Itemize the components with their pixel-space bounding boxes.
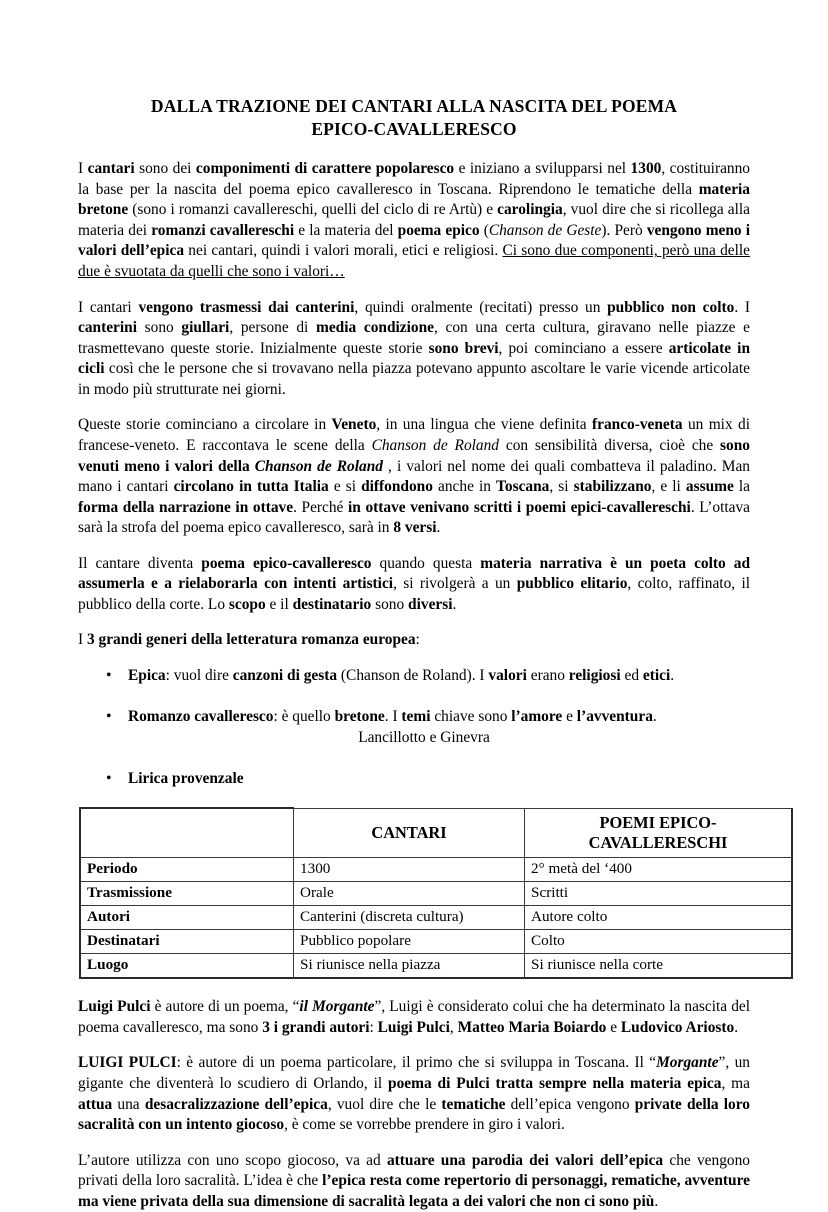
bold-run: stabilizzano	[573, 478, 652, 496]
text-run: erano	[526, 667, 569, 684]
table-cell-label: Autori	[80, 906, 294, 930]
table-row	[80, 930, 792, 954]
text-run: ). Però	[601, 221, 647, 239]
text-run: così che le persone che si trovavano nella piazza potevano appunto ascoltare le varie vicende articolate in modo più strutturate nei giorni.	[78, 360, 750, 398]
text-run: sono dei	[134, 160, 196, 178]
table-cell-label: Periodo	[80, 858, 294, 882]
text-run: , si	[549, 478, 574, 496]
text-run: , si rivolgerà a un	[393, 575, 517, 593]
bold-run: componimenti di carattere popolaresco	[195, 160, 455, 178]
text-run: .	[452, 595, 457, 613]
bold-run: diffondono	[361, 478, 433, 496]
table-cell-cantari: 1300	[294, 858, 525, 882]
list-item-romanzo-cavalleresco	[78, 707, 750, 749]
bold-run: sono venuti meno i valori della	[78, 436, 750, 475]
bold-run: media condizione	[316, 319, 434, 337]
text-run: e il	[265, 595, 293, 613]
table-header-poemi-line-2: CAVALLERESCHI	[588, 833, 728, 852]
text-run: e	[606, 1018, 621, 1036]
bold-run: materia narrativa è un poeta colto ad assumerla e a rielaborarla con intenti artistici	[78, 554, 751, 593]
text-run: . Perché	[293, 498, 349, 516]
text-run: la	[733, 478, 750, 496]
text-run: e	[562, 707, 577, 725]
text-run: nei cantari, quindi i valori morali, etici e religiosi.	[184, 242, 503, 260]
underline-run: Ci sono due componenti, però una delle due è svuotata da quelli che sono i valori…	[78, 242, 750, 280]
bold-run: Veneto	[331, 416, 377, 434]
page-title	[78, 95, 750, 141]
text-run: , vuol dire che si ricollega alla materia dei	[78, 201, 750, 239]
text-run: , poi cominciano a essere	[498, 339, 669, 357]
bold-run: attuare una parodia dei valori dell’epica	[386, 1151, 664, 1169]
text-run: (Chanson de Roland). I	[337, 667, 489, 684]
paragraph-luigi-pulci-detail	[78, 1053, 750, 1135]
text-run: è autore di un poema, “	[150, 998, 300, 1016]
bold-run: poema epico	[397, 221, 480, 239]
list-item-epica	[78, 666, 750, 687]
table-cell-cantari: Orale	[294, 882, 525, 906]
table-cell-label: Trasmissione	[80, 882, 294, 906]
bold-run: Luigi Pulci	[78, 998, 151, 1016]
table-header-cantari: CANTARI	[294, 808, 525, 858]
bold-run: canzoni di gesta	[232, 667, 338, 684]
text-run: anche in	[432, 478, 497, 496]
text-run: .	[734, 1018, 739, 1036]
paragraph-parodia-valori	[78, 1151, 750, 1212]
text-run: , vuol dire che le	[327, 1095, 442, 1113]
bold-run: poema epico-cavalleresco	[201, 554, 372, 572]
bold-run: valori	[488, 667, 527, 684]
bold-run: Ludovico Ariosto	[620, 1018, 735, 1036]
text-run: L’autore utilizza con uno scopo giocoso, va ad	[78, 1151, 387, 1169]
bold-run: materia bretone	[78, 180, 750, 219]
bold-run: l’amore	[511, 707, 563, 725]
table-cell-cantari: Si riunisce nella piazza	[294, 954, 525, 979]
bold-run: vengono meno i valori dell’epica	[78, 221, 751, 260]
text-run: , quindi oralmente (recitati) presso un	[354, 298, 608, 316]
text-run: : è autore di un poema particolare, il primo che si sviluppa in Toscana. Il “	[176, 1054, 657, 1072]
table-header-row	[80, 808, 792, 858]
bold-run: scopo	[228, 595, 266, 613]
table-row	[80, 906, 792, 930]
bold-run: carolingia	[497, 201, 563, 219]
bold-run: circolano in tutta Italia	[173, 478, 329, 496]
table-cell-cantari: Canterini (discreta cultura)	[294, 906, 525, 930]
bold-run: 3 grandi generi della letteratura romanza europea	[86, 631, 416, 649]
bold-run: franco-veneta	[591, 416, 683, 434]
table-cell-label: Destinatari	[80, 930, 294, 954]
text-run: I cantari	[78, 298, 139, 316]
bold-run: pubblico elitario	[516, 575, 628, 593]
text-run: un mix di francese-veneto. E raccontava le scene della	[78, 416, 750, 454]
text-run: .	[654, 1192, 659, 1210]
bold-run: articolate in cicli	[78, 339, 751, 378]
paragraph-cantari-definition	[78, 159, 750, 282]
bold-run: desacralizzazione dell’epica	[144, 1095, 328, 1113]
bold-run: 3 i grandi autori	[262, 1018, 370, 1036]
bold-run: pubblico non colto	[607, 298, 735, 316]
bold-run: assume	[685, 478, 734, 496]
page-title-line-2: EPICO-CAVALLERESCO	[311, 119, 517, 140]
text-run: :	[369, 1018, 378, 1036]
table-header-poemi	[525, 808, 793, 858]
text-run: . L’ottava sarà la strofa del poema epico cavalleresco, sarà in	[78, 498, 751, 537]
text-run: quando questa	[371, 554, 481, 572]
text-run: . I	[384, 707, 402, 725]
text-run: . I	[734, 298, 751, 316]
table-cell-poemi: Si riunisce nella corte	[525, 954, 793, 979]
table-row	[80, 882, 792, 906]
bold-run: Lirica provenzale	[128, 769, 244, 787]
text-run: .	[652, 707, 657, 725]
bold-run: 8 versi	[393, 519, 437, 537]
table-cell-poemi: Scritti	[525, 882, 793, 906]
text-run: e iniziano a svilupparsi nel	[454, 160, 631, 178]
table-cell-cantari: Pubblico popolare	[294, 930, 525, 954]
text-run: I	[78, 631, 87, 649]
text-run: e la materia del	[294, 221, 398, 239]
list-item-lirica-provenzale	[78, 769, 750, 790]
text-run: chiave sono	[430, 707, 512, 725]
paragraph-luigi-pulci-intro	[78, 997, 750, 1038]
italic-run: Chanson de Roland	[371, 436, 500, 454]
bold-run: sono brevi	[428, 339, 499, 357]
bold-run: private della loro sacralità con un intento giocoso	[78, 1095, 750, 1134]
text-run: (sono i romanzi cavallereschi, quelli del ciclo di re Artù) e	[128, 201, 498, 219]
text-run: , ma	[721, 1074, 750, 1092]
text-run: : è quello	[273, 707, 335, 725]
genres-list	[78, 666, 750, 789]
paragraph-three-genres-intro	[78, 630, 750, 651]
text-run: , colto, raffinato, il pubblico della corte. Lo	[78, 575, 751, 613]
text-run: , in una lingua che viene definita	[376, 416, 592, 434]
bold-run: in ottave venivano scritti i poemi epici-cavallereschi	[348, 498, 691, 516]
text-run: , e li	[651, 478, 686, 496]
bold-run: giullari	[181, 319, 230, 337]
bold-italic-run: il Morgante	[299, 998, 375, 1016]
text-run: ”, un gigante che diventerà lo scudiero di Orlando, il	[78, 1054, 750, 1092]
table-cell-poemi: Autore colto	[525, 906, 793, 930]
text-run: , i valori nel nome dei quali combatteva il paladino. Man mano i cantari	[78, 457, 750, 496]
table-cell-label: Luogo	[80, 954, 294, 979]
bold-run: romanzi cavallereschi	[151, 221, 295, 239]
bold-run: l’avventura	[576, 707, 653, 725]
text-run: ,	[449, 1018, 458, 1036]
table-header-poemi-line-1: POEMI EPICO-	[599, 813, 717, 833]
paragraph-canterini-transmission	[78, 298, 750, 401]
bold-run: vengono trasmessi dai canterini	[138, 298, 355, 316]
bold-run: Epica	[128, 667, 166, 684]
text-run: I	[78, 160, 88, 178]
table-header-corner	[80, 808, 294, 858]
text-run: , è come se vorrebbe prendere in giro i valori.	[284, 1116, 565, 1134]
bold-run: destinatario	[292, 595, 372, 613]
bold-run: etici	[642, 667, 671, 684]
text-run: una	[112, 1095, 145, 1113]
text-run: , persone di	[229, 319, 317, 337]
text-run: .	[436, 519, 441, 537]
text-run: Il cantare diventa	[78, 554, 202, 572]
bold-run: tematiche	[441, 1095, 506, 1113]
bold-run: canterini	[78, 319, 137, 337]
bold-italic-run: Chanson de Roland	[254, 457, 383, 475]
text-run: che vengono privati della loro sacralità. L’idea è che	[78, 1151, 750, 1190]
text-run: ”, Luigi è considerato colui che ha determinato la nascita del poema cavalleresco, ma sono	[78, 998, 751, 1036]
bold-run: attua	[78, 1095, 113, 1113]
bold-italic-run: Morgante	[656, 1054, 719, 1072]
text-run: ed	[620, 667, 643, 684]
text-run: dell’epica vengono	[505, 1095, 635, 1113]
table-row	[80, 954, 792, 979]
text-run: e si	[328, 478, 362, 496]
text-run: , costituiranno la base per la nascita del poema epico cavalleresco in Toscana. Riprendono le tematiche della	[78, 160, 751, 198]
page-title-line-1: DALLA TRAZIONE DEI CANTARI ALLA NASCITA DEL POEMA	[150, 96, 678, 116]
bold-run: Luigi Pulci	[377, 1018, 450, 1036]
text-run: : vuol dire	[165, 667, 233, 684]
bold-run: diversi	[408, 595, 453, 613]
sub-line-lancillotto: Lancillotto e Ginevra	[358, 729, 490, 747]
bold-run: Matteo Maria Boiardo	[457, 1018, 607, 1036]
paragraph-poema-epico-cavalleresco	[78, 554, 750, 616]
bold-run: Toscana	[496, 478, 550, 496]
table-row	[80, 858, 792, 882]
text-run: con sensibilità diversa, cioè che	[499, 436, 721, 454]
text-run: (	[479, 221, 489, 239]
table-cell-poemi: 2° metà del ‘400	[525, 858, 793, 882]
table-cell-poemi: Colto	[525, 930, 793, 954]
bold-run: forma della narrazione in ottave	[78, 498, 294, 516]
comparison-table	[79, 807, 793, 979]
text-run: sono	[137, 319, 182, 337]
text-run: sono	[371, 595, 409, 613]
bold-run: cantari	[87, 160, 135, 178]
bold-run: 1300	[630, 160, 662, 178]
text-run: :	[415, 631, 420, 649]
text-run: , con una certa cultura, giravano nelle piazze e trasmettevano queste storie. Inizialmente queste storie	[78, 319, 750, 357]
text-run: Queste storie cominciano a circolare in	[78, 416, 332, 434]
bold-run: poema di Pulci tratta sempre nella materia epica	[388, 1074, 722, 1092]
bold-run: temi	[401, 707, 431, 725]
bold-run: bretone	[334, 707, 385, 725]
italic-run: Chanson de Geste	[488, 221, 602, 239]
bold-run: LUIGI PULCI	[78, 1054, 177, 1072]
bold-run: religiosi	[568, 667, 621, 684]
bold-run: Romanzo cavalleresco	[128, 707, 274, 725]
bold-run: l’epica resta come repertorio di personaggi, rematiche, avventure ma viene privata della sua dimensione di sacralità legata a dei valori che non ci sono più	[78, 1172, 750, 1210]
text-run: .	[670, 667, 675, 684]
paragraph-veneto-franco-veneta	[78, 415, 750, 538]
